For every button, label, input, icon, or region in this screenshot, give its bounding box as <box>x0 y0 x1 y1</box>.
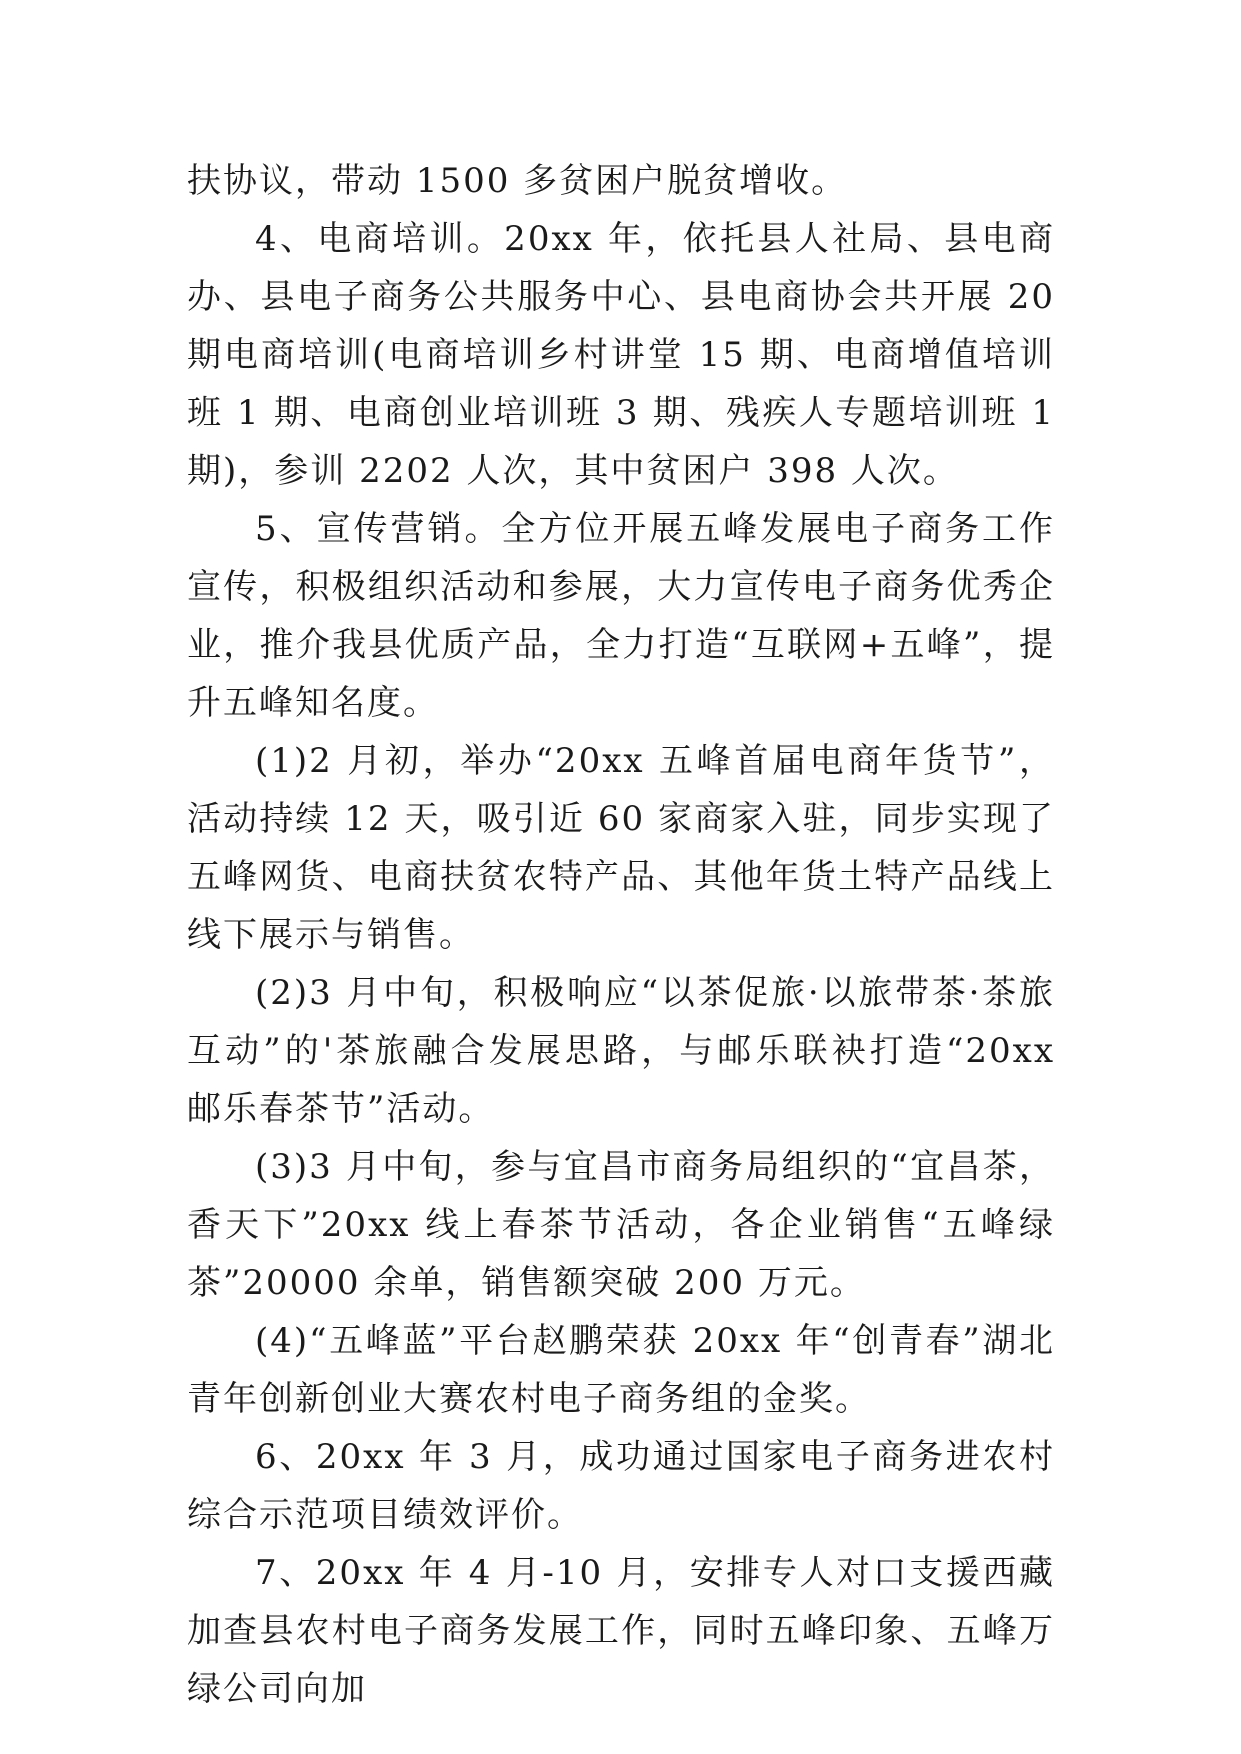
paragraph-item-4: (4)“五峰蓝”平台赵鹏荣获 20xx 年“创青春”湖北青年创新创业大赛农村电子商务组的金奖。 <box>187 1321 1055 1419</box>
paragraph-item-2: (2)3 月中旬，积极响应“以茶促旅·以旅带茶·茶旅互动”的'茶旅融合发展思路，与邮乐联袂打造“20xx 邮乐春茶节”活动。 <box>187 973 1068 1129</box>
paragraph-marketing: 5、宣传营销。全方位开展五峰发展电子商务工作宣传，积极组织活动和参展，大力宣传电子商务优秀企业，推介我县优质产品，全力打造“互联网+五峰”，提升五峰知名度。 <box>187 509 1055 723</box>
paragraph-tibet-support: 7、20xx 年 4 月-10 月，安排专人对口支援西藏加查县农村电子商务发展工作，同时五峰印象、五峰万绿公司向加 <box>187 1553 1055 1709</box>
paragraph-evaluation: 6、20xx 年 3 月，成功通过国家电子商务进农村综合示范项目绩效评价。 <box>187 1437 1055 1535</box>
document-body <box>187 152 1068 1718</box>
paragraph-continuation: 扶协议，带动 1500 多贫困户脱贫增收。 <box>187 161 848 201</box>
paragraph-ecommerce-training: 4、电商培训。20xx 年，依托县人社局、县电商办、县电子商务公共服务中心、县电商协会共开展 20 期电商培训(电商培训乡村讲堂 15 期、电商增值培训班 1 期、电商创业培训班 3 期、残疾人专题培训班 1 期)，参训 2202 人次，其中贫困户 398 人次。 <box>187 219 1068 491</box>
paragraph-item-3: (3)3 月中旬，参与宜昌市商务局组织的“宜昌茶，香天下”20xx 线上春茶节活动，各企业销售“五峰绿茶”20000 余单，销售额突破 200 万元。 <box>187 1147 1055 1303</box>
paragraph-item-1: (1)2 月初，举办“20xx 五峰首届电商年货节”，活动持续 12 天，吸引近 60 家商家入驻，同步实现了五峰网货、电商扶贫农特产品、其他年货土特产品线上线下展示与销售。 <box>187 741 1055 955</box>
